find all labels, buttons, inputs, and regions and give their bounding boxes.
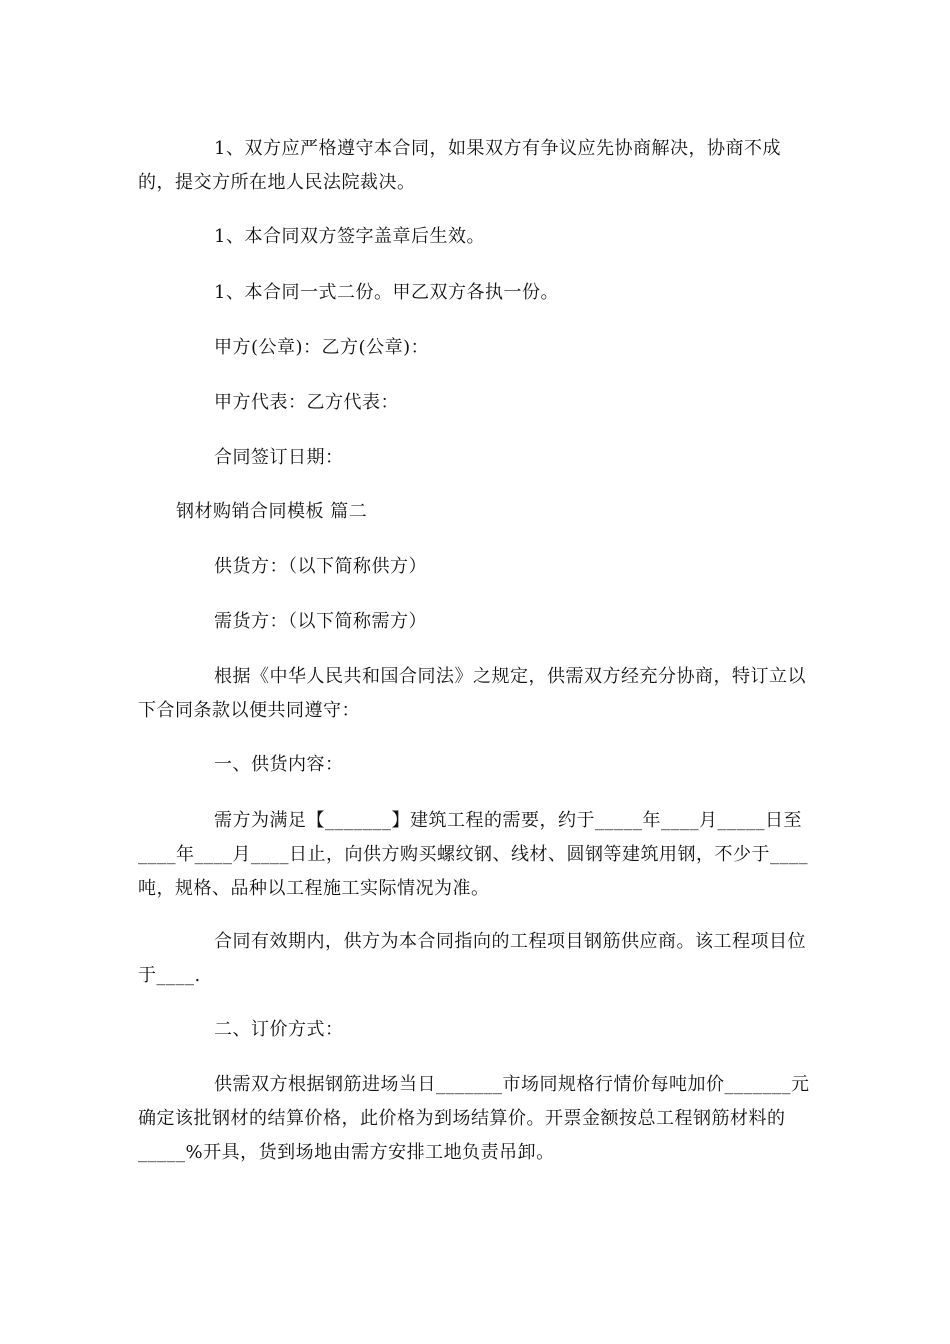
- preamble-paragraph: 根据《中华人民共和国合同法》之规定，供需双方经充分协商，特订立以下合同条款以便共同遵守：: [138, 666, 806, 721]
- pricing-paragraph: 供需双方根据钢筋进场当日_______市场同规格行情价每吨加价_______元确定该批钢材的结算价格，此价格为到场结算价。开票金额按总工程钢筋材料的_____%开具，货到场地由需方安排工地负责吊卸。: [138, 1074, 810, 1163]
- clause-effective: 1、本合同双方签字盖章后生效。: [214, 226, 485, 247]
- heading-pricing-method: 二、订价方式：: [214, 1019, 344, 1040]
- heading-supply-content: 一、供货内容：: [214, 754, 344, 775]
- buyer-line: 需货方：（以下简称需方）: [214, 611, 427, 632]
- supplier-line: 供货方：（以下简称供方）: [214, 556, 427, 577]
- supply-content-paragraph: 需方为满足【_______】建筑工程的需要，约于_____年____月_____日至____年____月____日止，向供方购买螺纹钢、线材、圆钢等建筑用钢，不少于____吨，规格、品种以工程施工实际情况为准。: [138, 810, 808, 899]
- signature-seal-line: 甲方(公章)：乙方(公章)：: [214, 337, 430, 358]
- signing-date-line: 合同签订日期：: [214, 447, 344, 468]
- signature-representative-line: 甲方代表：乙方代表：: [214, 392, 399, 413]
- project-location-paragraph: 合同有效期内，供方为本合同指向的工程项目钢筋供应商。该工程项目位于____.: [138, 931, 806, 986]
- clause-copies: 1、本合同一式二份。甲乙双方各执一份。: [214, 282, 559, 303]
- section-title: 钢材购销合同模板 篇二: [176, 501, 368, 522]
- clause-dispute-resolution: 1、双方应严格遵守本合同，如果双方有争议应先协商解决，协商不成的，提交方所在地人民法院裁决。: [138, 138, 781, 193]
